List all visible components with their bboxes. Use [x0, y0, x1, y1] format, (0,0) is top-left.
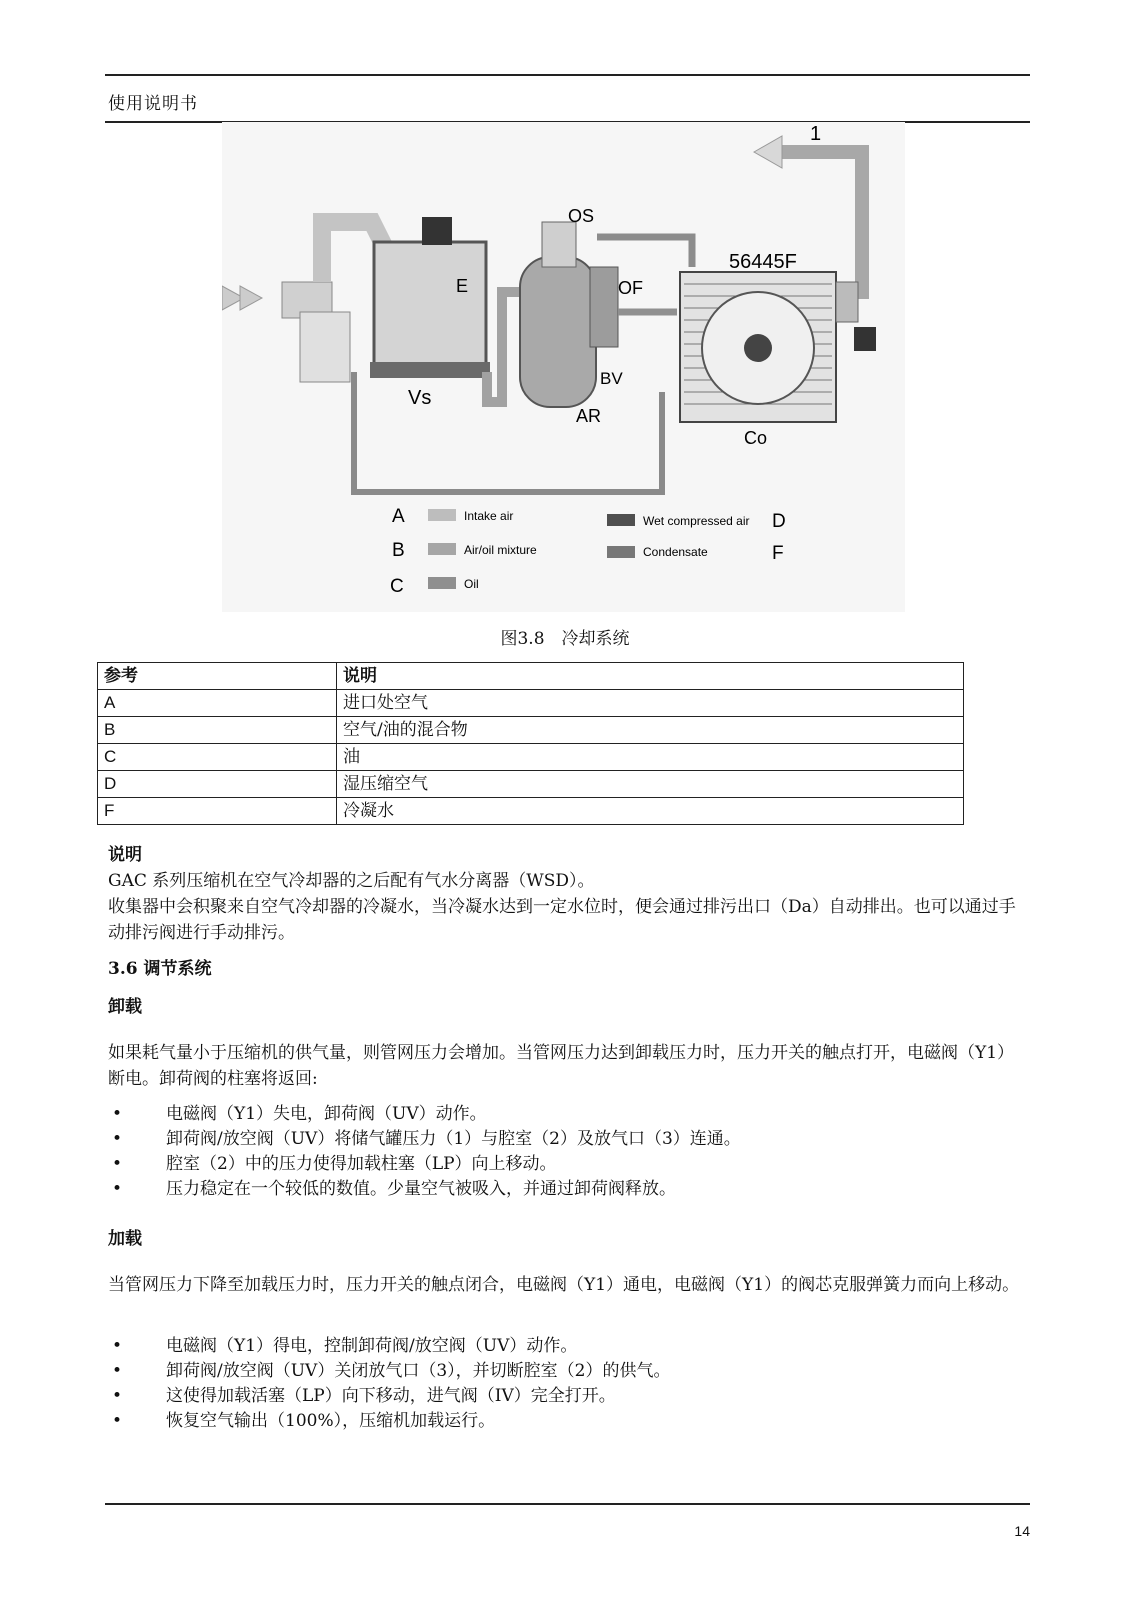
table-header-desc: 说明: [337, 663, 964, 690]
svg-text:C: C: [390, 576, 404, 597]
table-cell: 进口处空气: [337, 690, 964, 717]
table-cell: F: [98, 798, 337, 825]
load-bullet-list: [112, 1334, 1012, 1434]
oil-separator: [542, 222, 576, 267]
table-cell: 冷凝水: [337, 798, 964, 825]
bullet-icon: •: [112, 1411, 123, 1431]
svg-text:Wet compressed air: Wet compressed air: [643, 514, 750, 528]
list-item: • 卸荷阀/放空阀（UV）关闭放气口（3），并切断腔室（2）的供气。: [112, 1359, 1012, 1384]
header-top-rule: [105, 74, 1030, 76]
label-outlet: 1: [810, 123, 822, 145]
drain-valve: [854, 327, 876, 351]
list-item: • 电磁阀（Y1）失电，卸荷阀（UV）动作。: [112, 1102, 1012, 1127]
label-e: E: [456, 276, 469, 296]
svg-text:Intake air: Intake air: [464, 509, 514, 523]
label-model: 56445F: [729, 251, 797, 273]
table-row: [98, 771, 964, 798]
table-row: [98, 798, 964, 825]
bullet-icon: •: [112, 1336, 123, 1356]
table-header-row: [98, 663, 964, 690]
label-co: Co: [744, 428, 768, 448]
unload-paragraph: 如果耗气量小于压缩机的供气量，则管网压力会增加。当管网压力达到卸载压力时，压力开关的触点打开，电磁阀（Y1）断电。卸荷阀的柱塞将返回:: [108, 1043, 1015, 1089]
load-heading: 加载: [108, 1229, 142, 1249]
label-bv: BV: [600, 369, 623, 388]
svg-text:Condensate: Condensate: [643, 545, 708, 559]
bullet-icon: •: [112, 1361, 123, 1381]
table-header-ref: 参考: [98, 663, 337, 690]
air-oil-receiver: [520, 257, 596, 407]
table-cell: 油: [337, 744, 964, 771]
svg-text:B: B: [392, 540, 405, 561]
table-row: [98, 744, 964, 771]
table-cell: 湿压缩空气: [337, 771, 964, 798]
table-row: [98, 717, 964, 744]
label-os: OS: [568, 206, 595, 226]
svg-text:A: A: [392, 506, 405, 527]
section-title: 3.6 调节系统: [108, 959, 212, 979]
list-item: • 电磁阀（Y1）得电，控制卸荷阀/放空阀（UV）动作。: [112, 1334, 1012, 1359]
air-filter: [300, 312, 350, 382]
table-row: [98, 690, 964, 717]
unload-heading: 卸载: [108, 997, 142, 1017]
table-cell: 空气/油的混合物: [337, 717, 964, 744]
cooling-system-diagram: [222, 122, 905, 612]
label-ar: AR: [576, 406, 602, 426]
table-cell: A: [98, 690, 337, 717]
table-cell: B: [98, 717, 337, 744]
description-heading: 说明: [108, 845, 142, 865]
solenoid-valve: [422, 217, 452, 245]
label-vs: Vs: [408, 387, 432, 409]
bullet-icon: •: [112, 1154, 123, 1174]
bullet-icon: •: [112, 1129, 123, 1149]
label-of: OF: [618, 278, 643, 298]
document-title: 使用说明书: [108, 94, 198, 114]
list-item: • 压力稳定在一个较低的数值。少量空气被吸入，并通过卸荷阀释放。: [112, 1177, 1012, 1202]
svg-text:Air/oil mixture: Air/oil mixture: [464, 543, 537, 557]
list-item: • 卸荷阀/放空阀（UV）将储气罐压力（1）与腔室（2）及放气口（3）连通。: [112, 1127, 1012, 1152]
water-separator: [836, 282, 858, 322]
list-item: • 这使得加载活塞（LP）向下移动，进气阀（IV）完全打开。: [112, 1384, 1012, 1409]
svg-text:Oil: Oil: [464, 577, 479, 591]
oil-filter: [590, 267, 618, 347]
compressor-element: [374, 242, 486, 372]
figure-caption: 图3.8 冷却系统: [500, 629, 630, 649]
load-paragraph: 当管网压力下降至加载压力时，压力开关的触点闭合，电磁阀（Y1）通电，电磁阀（Y1）的阀芯克服弹簧力而向上移动。: [108, 1275, 1020, 1295]
unload-bullet-list: [112, 1102, 1012, 1202]
bullet-icon: •: [112, 1104, 123, 1124]
description-line-1: GAC 系列压缩机在空气冷却器的之后配有气水分离器（WSD）。: [108, 871, 595, 891]
table-cell: D: [98, 771, 337, 798]
list-item: • 腔室（2）中的压力使得加载柱塞（LP）向上移动。: [112, 1152, 1012, 1177]
bullet-icon: •: [112, 1386, 123, 1406]
reference-table: [97, 662, 964, 825]
page-number: 14: [1014, 1523, 1030, 1539]
svg-text:D: D: [772, 511, 786, 532]
list-item: • 恢复空气输出（100%），压缩机加载运行。: [112, 1409, 1012, 1434]
bullet-icon: •: [112, 1179, 123, 1199]
table-cell: C: [98, 744, 337, 771]
svg-text:F: F: [772, 543, 784, 564]
footer-rule: [105, 1503, 1030, 1505]
description-line-2: 收集器中会积聚来自空气冷却器的冷凝水，当冷凝水达到一定水位时，便会通过排污出口（Da）自动排出。也可以通过手动排污阀进行手动排污。: [108, 897, 1016, 943]
